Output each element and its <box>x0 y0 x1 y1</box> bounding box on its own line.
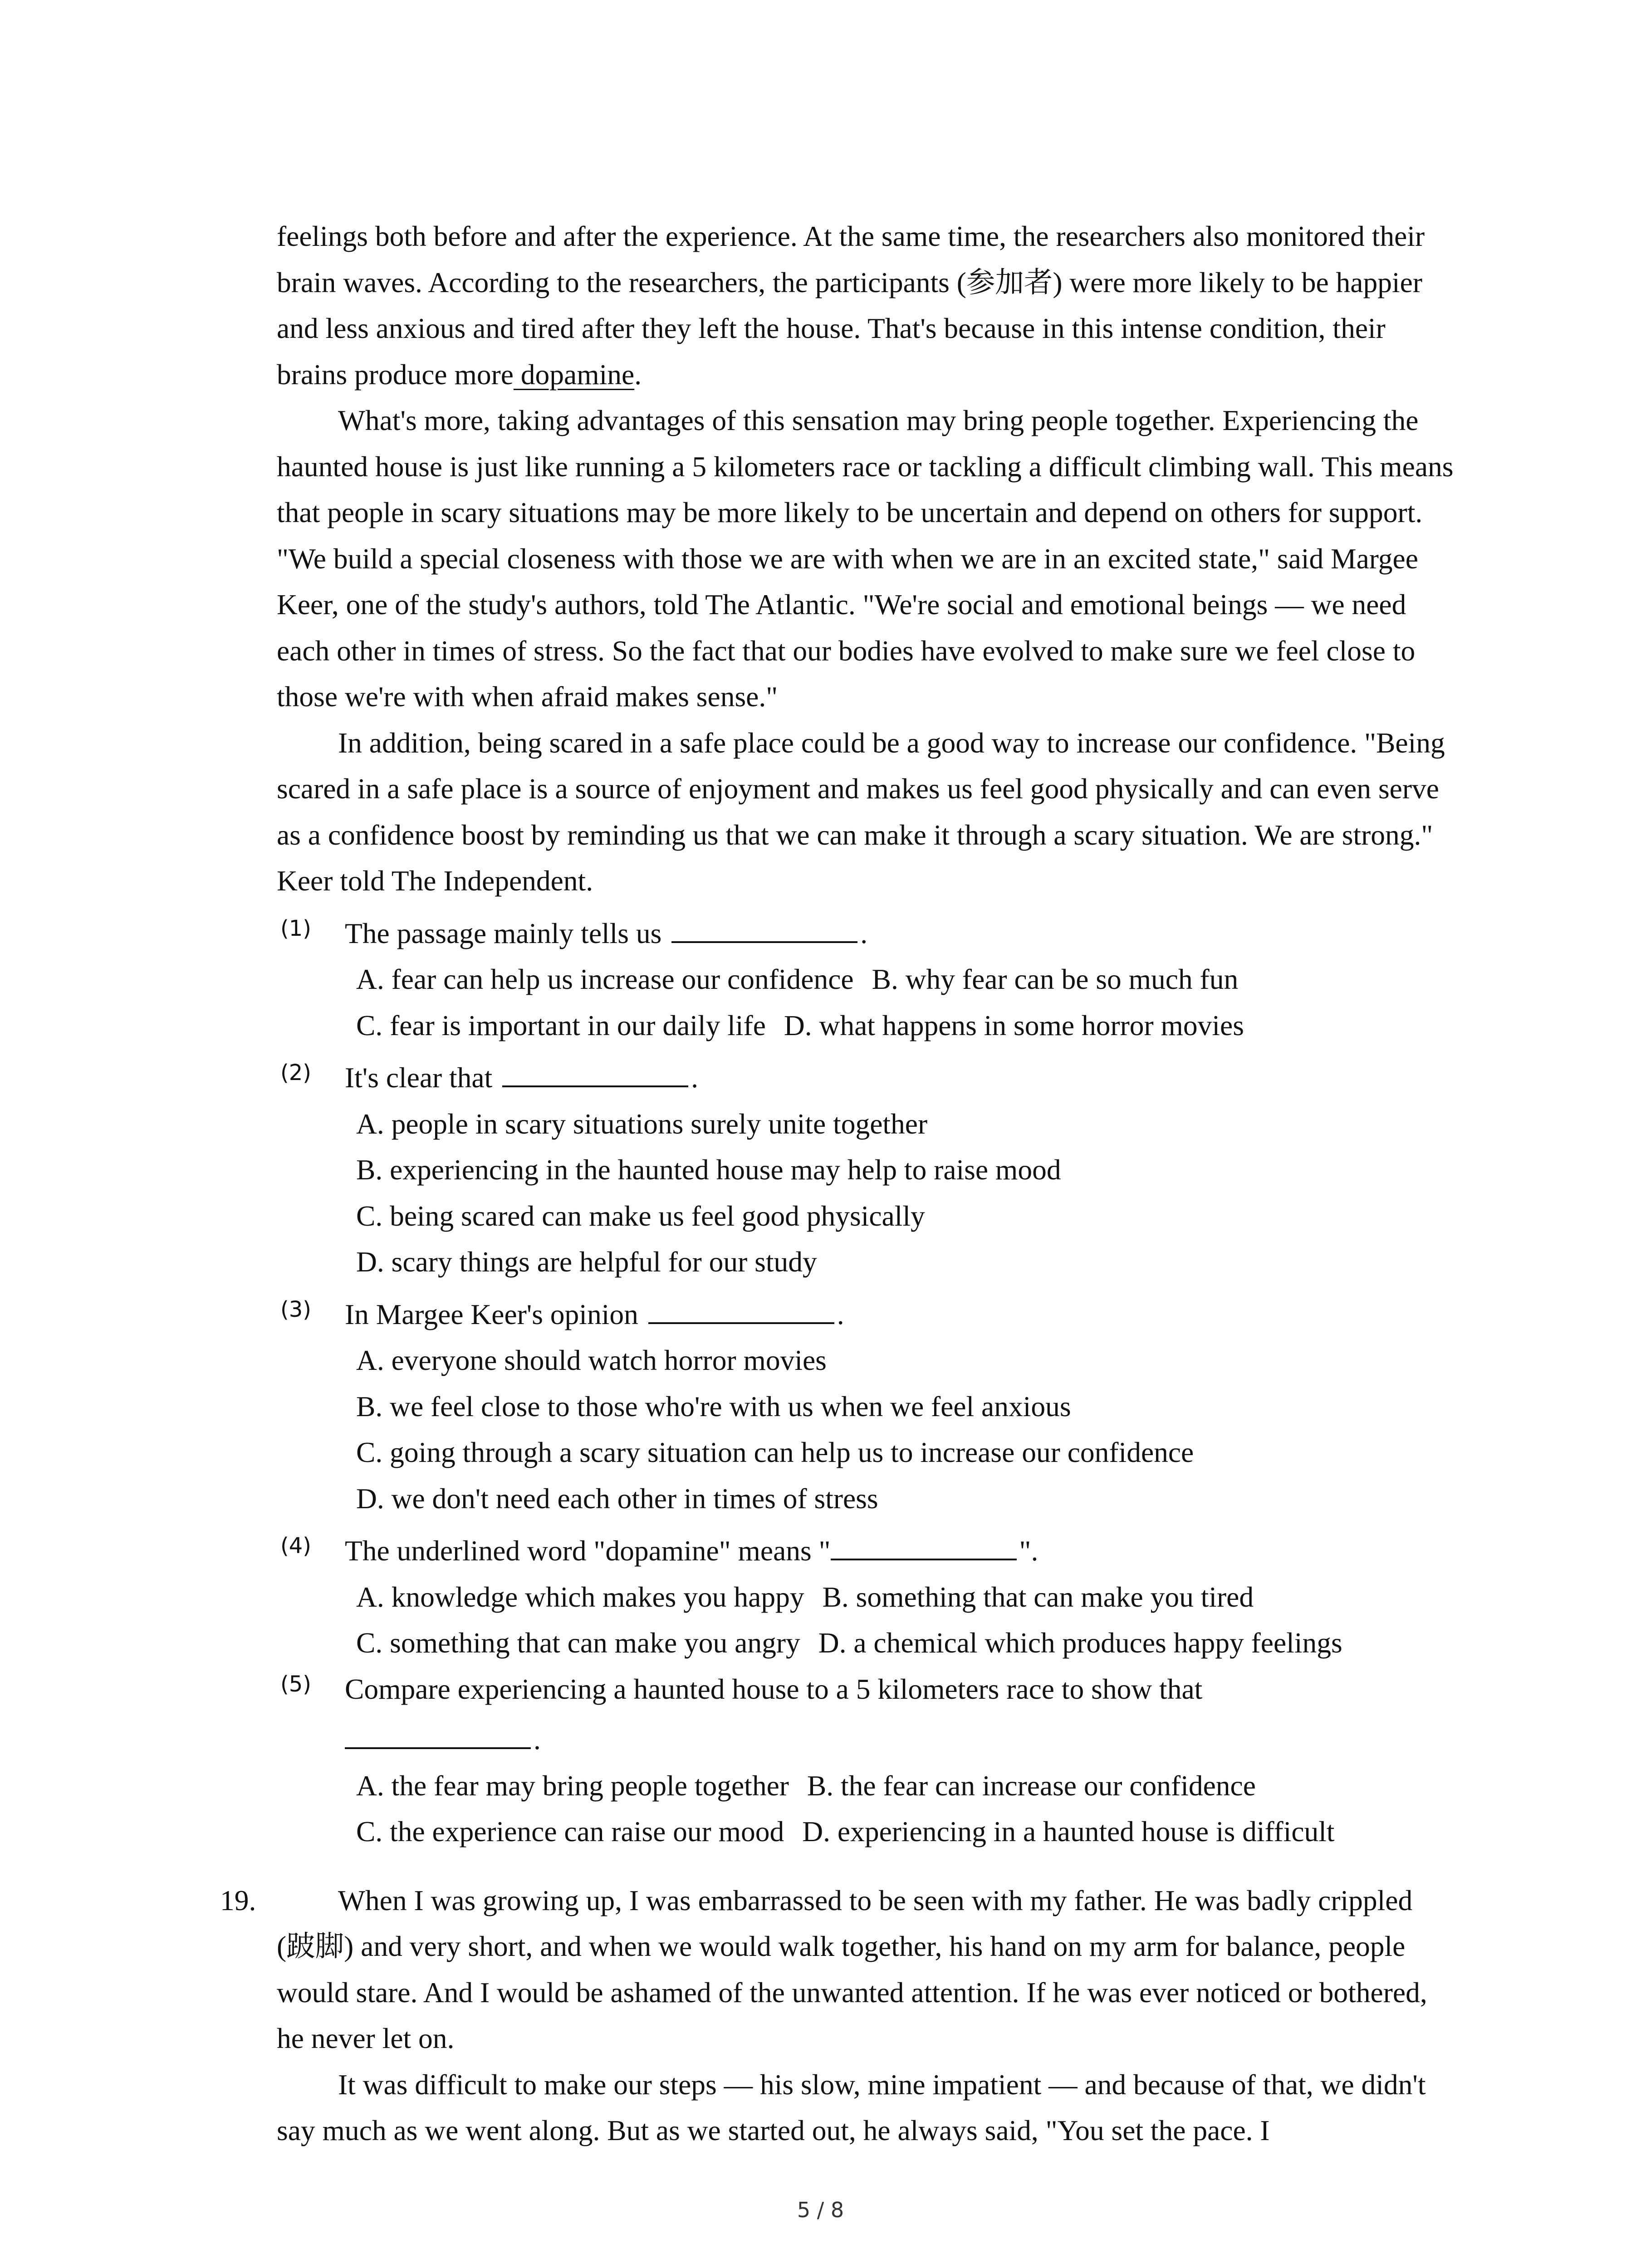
question-4 <box>277 1528 1456 1574</box>
option-a[interactable]: A. fear can help us increase our confidence <box>356 963 854 995</box>
question-3 <box>277 1291 1456 1338</box>
option-c[interactable]: C. something that can make you angry <box>356 1627 800 1659</box>
answer-blank[interactable] <box>671 918 857 943</box>
question-end: ". <box>1019 1535 1038 1567</box>
option-row <box>277 1763 1456 1809</box>
option-d[interactable]: D. a chemical which produces happy feelings <box>818 1627 1342 1659</box>
option-row <box>277 1620 1456 1666</box>
question-5 <box>277 1666 1456 1712</box>
passage-paragraph-2: What's more, taking advantages of this sensation may bring people together. Experiencing the haunted house is just like running a 5 kilometers race or tackling a difficult climbing wall. This means that people in scary situations may be more likely to be uncertain and depend on others for support. "We build a special closeness with those we are with when we are in an excited state," said Margee Keer, one of the study's authors, told The Atlantic. "We're social and emotional beings — we need each other in times of stress. So the fact that our bodies have evolved to make sure we feel close to those we're with when afraid makes sense." <box>277 404 1454 713</box>
option-d[interactable]: D. experiencing in a haunted house is difficult <box>802 1815 1335 1848</box>
question-2 <box>277 1055 1456 1101</box>
option-b[interactable]: B. the fear can increase our confidence <box>807 1769 1256 1802</box>
question-1 <box>277 910 1456 957</box>
question-number: (3) <box>280 1296 311 1322</box>
question-stem: In Margee Keer's opinion <box>345 1298 638 1330</box>
question-end: . <box>860 917 868 949</box>
option-row <box>277 1002 1456 1049</box>
item-19 <box>220 1877 1456 2154</box>
option-row <box>277 1809 1456 1855</box>
passage-paragraph-1 <box>277 213 1456 397</box>
question-end: . <box>837 1298 844 1330</box>
answer-blank[interactable] <box>345 1724 531 1749</box>
item-19-paragraph-2: It was difficult to make our steps — his slow, mine impatient — and because of that, we didn't say much as we went along. But as we started out, he always said, "You set the pace. I <box>277 2068 1426 2146</box>
question-stem: Compare experiencing a haunted house to a 5 kilometers race to show that <box>345 1672 1203 1705</box>
option-row <box>277 956 1456 1002</box>
option-d[interactable]: D. what happens in some horror movies <box>784 1009 1244 1041</box>
option-row <box>277 1574 1456 1620</box>
item-number: 19. <box>220 1884 256 1916</box>
question-number: (5) <box>280 1671 311 1697</box>
option-b[interactable]: B. something that can make you tired <box>822 1580 1254 1613</box>
question-number: (2) <box>280 1060 311 1085</box>
answer-blank[interactable] <box>502 1062 688 1087</box>
option-c[interactable]: C. being scared can make us feel good physically <box>356 1199 925 1232</box>
question-end: . <box>691 1061 699 1094</box>
passage-p1-text: feelings both before and after the experience. At the same time, the researchers also monitored their brain waves. According to the researchers, the participants (参加者) were more likely to be happier and less anxious and tired after they left the house. That's because in this intense condition, their brains produce more <box>277 220 1425 391</box>
option-a[interactable]: A. the fear may bring people together <box>356 1769 789 1802</box>
question-stem: It's clear that <box>345 1061 493 1094</box>
option-b[interactable]: B. why fear can be so much fun <box>872 963 1239 995</box>
question-number: (4) <box>280 1533 311 1559</box>
question-5-blank-line <box>277 1716 1456 1763</box>
item-19-paragraph-1: When I was growing up, I was embarrassed to be seen with my father. He was badly crippled (跛脚) and very short, and when we would walk together, his hand on my arm for balance, people would stare. And I would be ashamed of the unwanted attention. If he was ever noticed or bothered, he never let on. <box>277 1884 1427 2054</box>
option-d[interactable]: D. we don't need each other in times of stress <box>356 1482 878 1515</box>
option-d[interactable]: D. scary things are helpful for our study <box>356 1246 817 1278</box>
option-a[interactable]: A. knowledge which makes you happy <box>356 1580 804 1613</box>
option-a[interactable]: A. everyone should watch horror movies <box>356 1344 827 1376</box>
option-c[interactable]: C. the experience can raise our mood <box>356 1815 784 1848</box>
page-number: 5 / 8 <box>797 2198 844 2222</box>
content <box>220 213 1456 2154</box>
option-b[interactable]: B. experiencing in the haunted house may help to raise mood <box>356 1154 1061 1186</box>
option-b[interactable]: B. we feel close to those who're with us when we feel anxious <box>356 1390 1071 1422</box>
option-c[interactable]: C. fear is important in our daily life <box>356 1009 766 1041</box>
answer-blank[interactable] <box>831 1535 1017 1560</box>
dopamine-underlined: dopamine <box>513 358 635 391</box>
passage-p1-end: . <box>634 358 642 391</box>
question-number: (1) <box>280 915 311 941</box>
question-stem: The underlined word "dopamine" means " <box>345 1535 831 1567</box>
question-stem: The passage mainly tells us <box>345 917 662 949</box>
passage-paragraph-3: In addition, being scared in a safe place could be a good way to increase our confidence. "Being scared in a safe place is a source of enjoyment and makes us feel good physically and can even serve as a confidence boost by reminding us that we can make it through a scary situation. We are strong." Keer told The Independent. <box>277 726 1445 897</box>
answer-blank[interactable] <box>648 1299 834 1324</box>
question-end: . <box>534 1723 541 1755</box>
option-a[interactable]: A. people in scary situations surely unite together <box>356 1107 928 1140</box>
option-c[interactable]: C. going through a scary situation can help us to increase our confidence <box>356 1436 1194 1468</box>
